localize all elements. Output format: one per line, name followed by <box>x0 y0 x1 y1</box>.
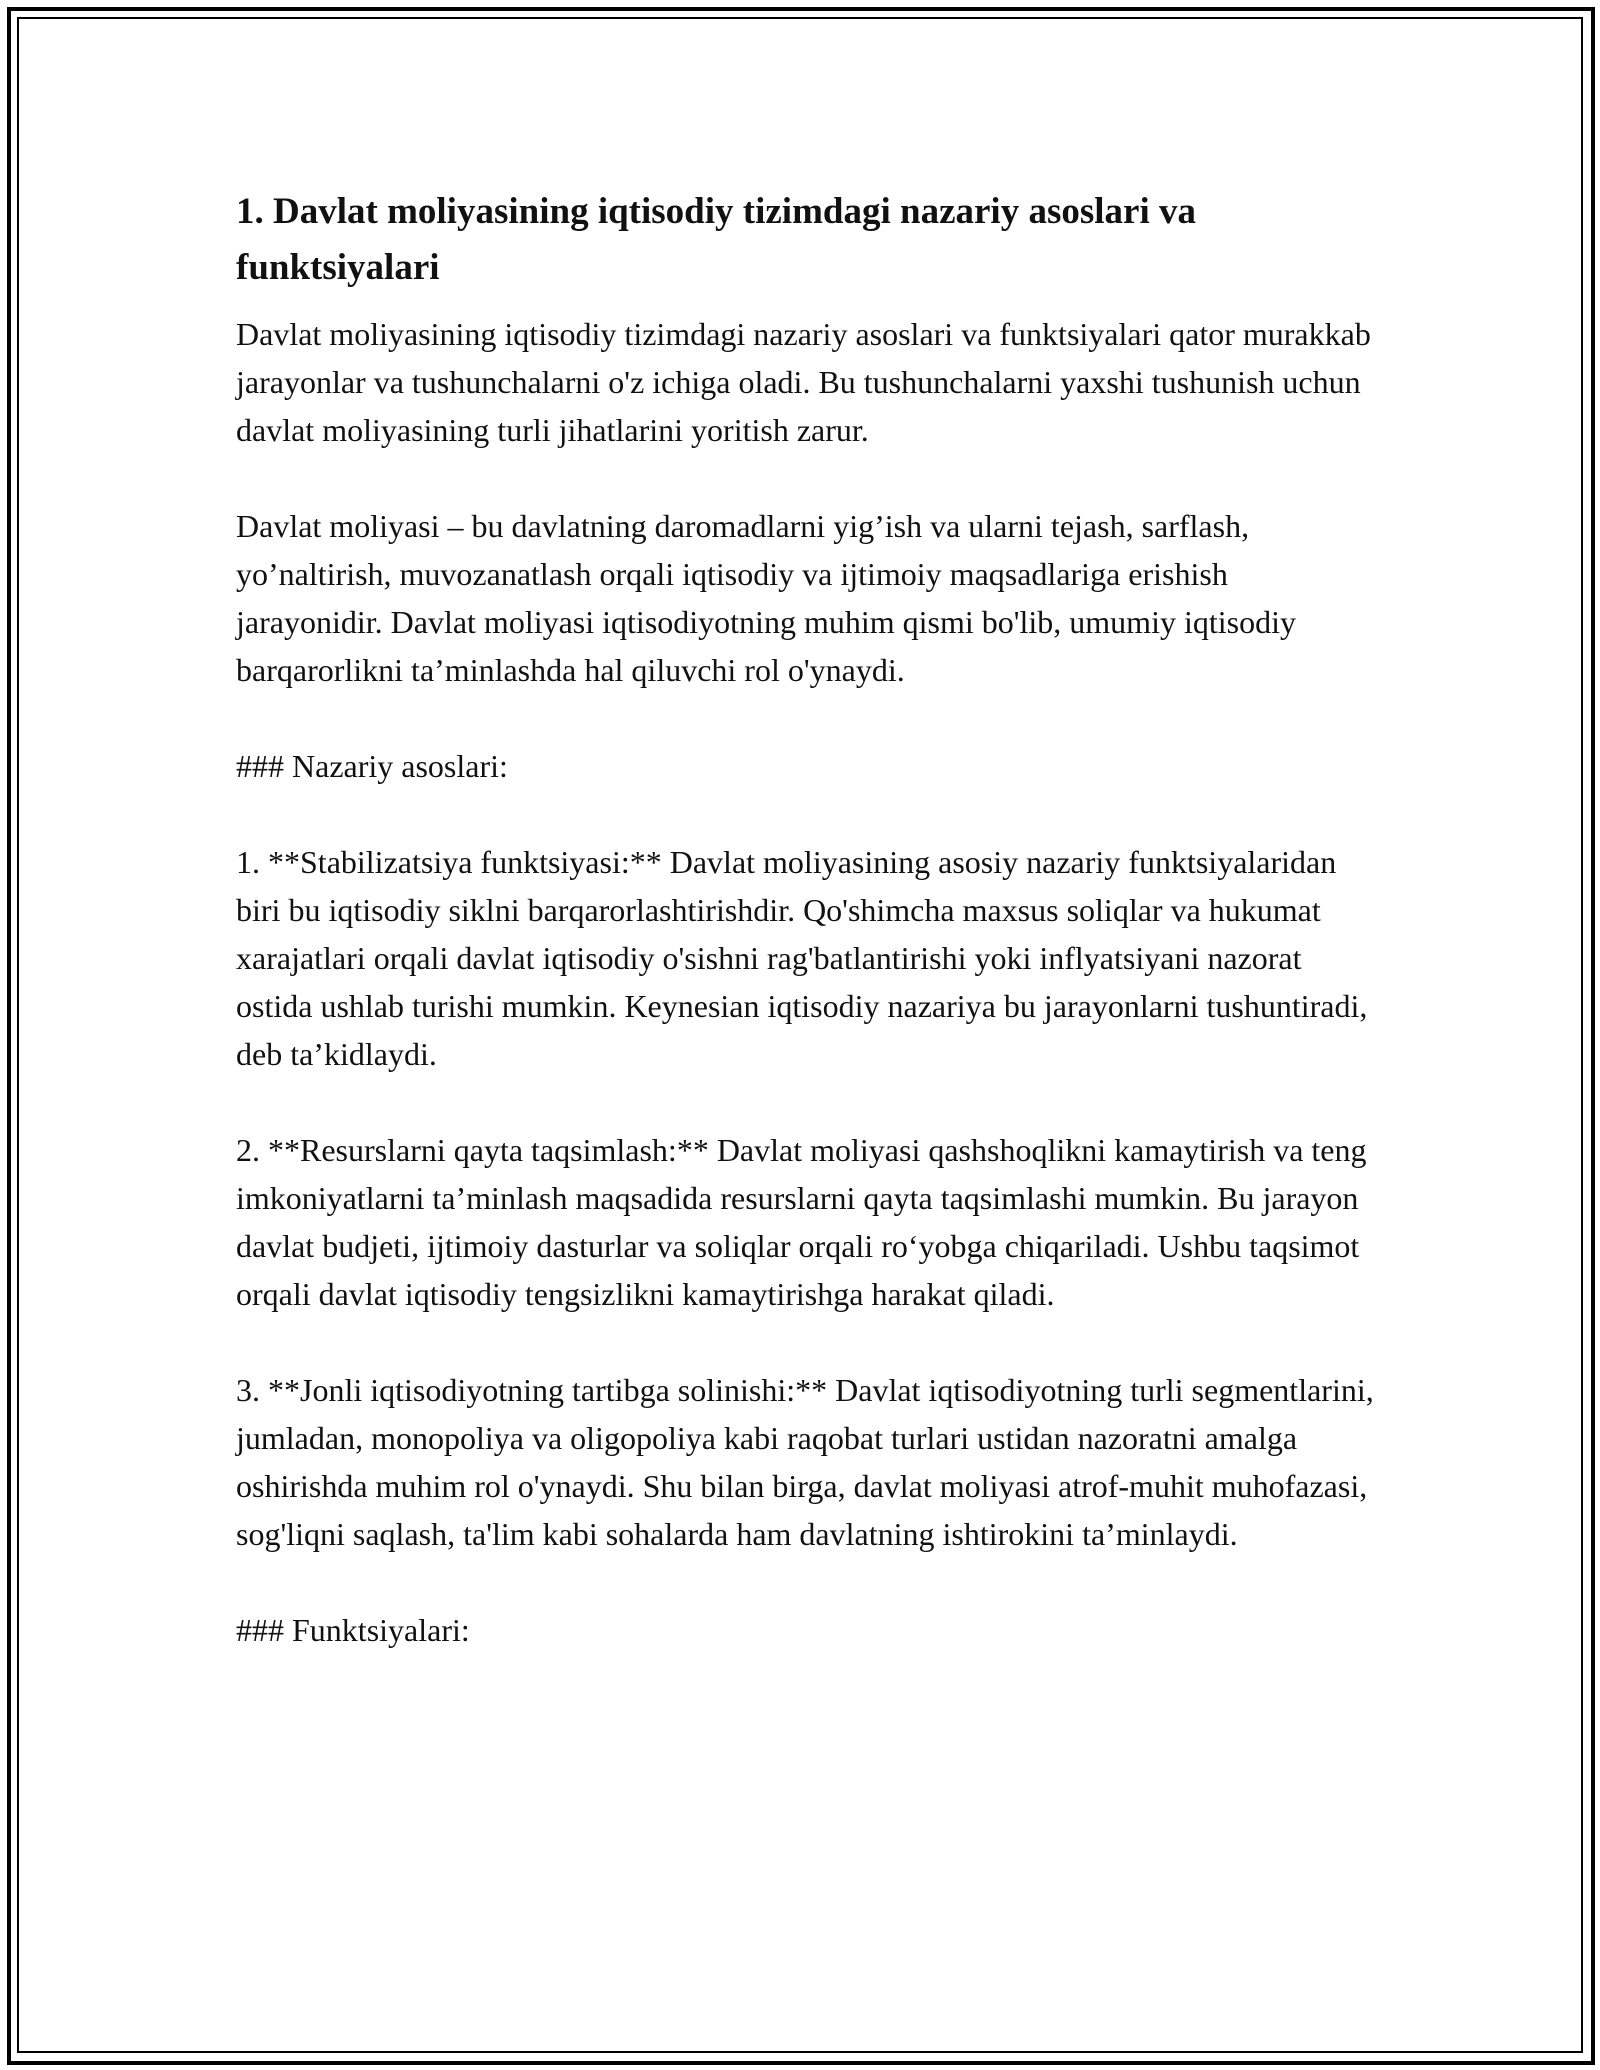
list-item-regulation: 3. **Jonli iqtisodiyotning tartibga solinishi:** Davlat iqtisodiyotning turli segmentlarini, jumladan, monopoliya va oligopoliya kabi raqobat turlari ustidan nazoratni amalga oshirishda muhim rol o'ynaydi. Shu bilan birga, davlat moliyasi atrof-muhit muhofazasi, sog'liqni saqlash, ta'lim kabi sohalarda ham davlatning ishtirokini ta’minlaydi. <box>236 1372 1374 1552</box>
document-title: 1. Davlat moliyasining iqtisodiy tizimdagi nazariy asoslari va funktsiyalari <box>236 191 1196 288</box>
list-item-redistribution: 2. **Resurslarni qayta taqsimlash:** Davlat moliyasi qashshoqlikni kamaytirish va teng imkoniyatlarni ta’minlash maqsadida resurslarni qayta taqsimlashi mumkin. Bu jarayon davlat budjeti, ijtimoiy dasturlar va soliqlar orqali ro‘yobga chiqariladi. Ushbu taqsimot orqali davlat iqtisodiy tengsizlikni kamaytirishga harakat qiladi. <box>236 1132 1367 1312</box>
paragraph-definition: Davlat moliyasi – bu davlatning daromadlarni yig’ish va ularni tejash, sarflash, yo’naltirish, muvozanatlash orqali iqtisodiy va ijtimoiy maqsadlariga erishish jarayonidir. Davlat moliyasi iqtisodiyotning muhim qismi bo'lib, umumiy iqtisodiy barqarorlikni ta’minlashda hal qiluvchi rol o'ynaydi. <box>236 508 1296 688</box>
section-heading-functions: ### Funktsiyalari: <box>236 1612 470 1648</box>
section-heading-theory: ### Nazariy asoslari: <box>236 748 508 784</box>
paragraph-intro: Davlat moliyasining iqtisodiy tizimdagi nazariy asoslari va funktsiyalari qator murakkab jarayonlar va tushunchalarni o'z ichiga oladi. Bu tushunchalarni yaxshi tushunish uchun davlat moliyasining turli jihatlarini yoritish zarur. <box>236 316 1371 448</box>
document-body <box>236 184 1376 1702</box>
list-item-stabilization: 1. **Stabilizatsiya funktsiyasi:** Davlat moliyasining asosiy nazariy funktsiyalaridan biri bu iqtisodiy siklni barqarorlashtirishdir. Qo'shimcha maxsus soliqlar va hukumat xarajatlari orqali davlat iqtisodiy o'sishni rag'batlantirishi yoki inflyatsiyani nazorat ostida ushlab turishi mumkin. Keynesian iqtisodiy nazariya bu jarayonlarni tushuntiradi, deb ta’kidlaydi. <box>236 844 1368 1072</box>
